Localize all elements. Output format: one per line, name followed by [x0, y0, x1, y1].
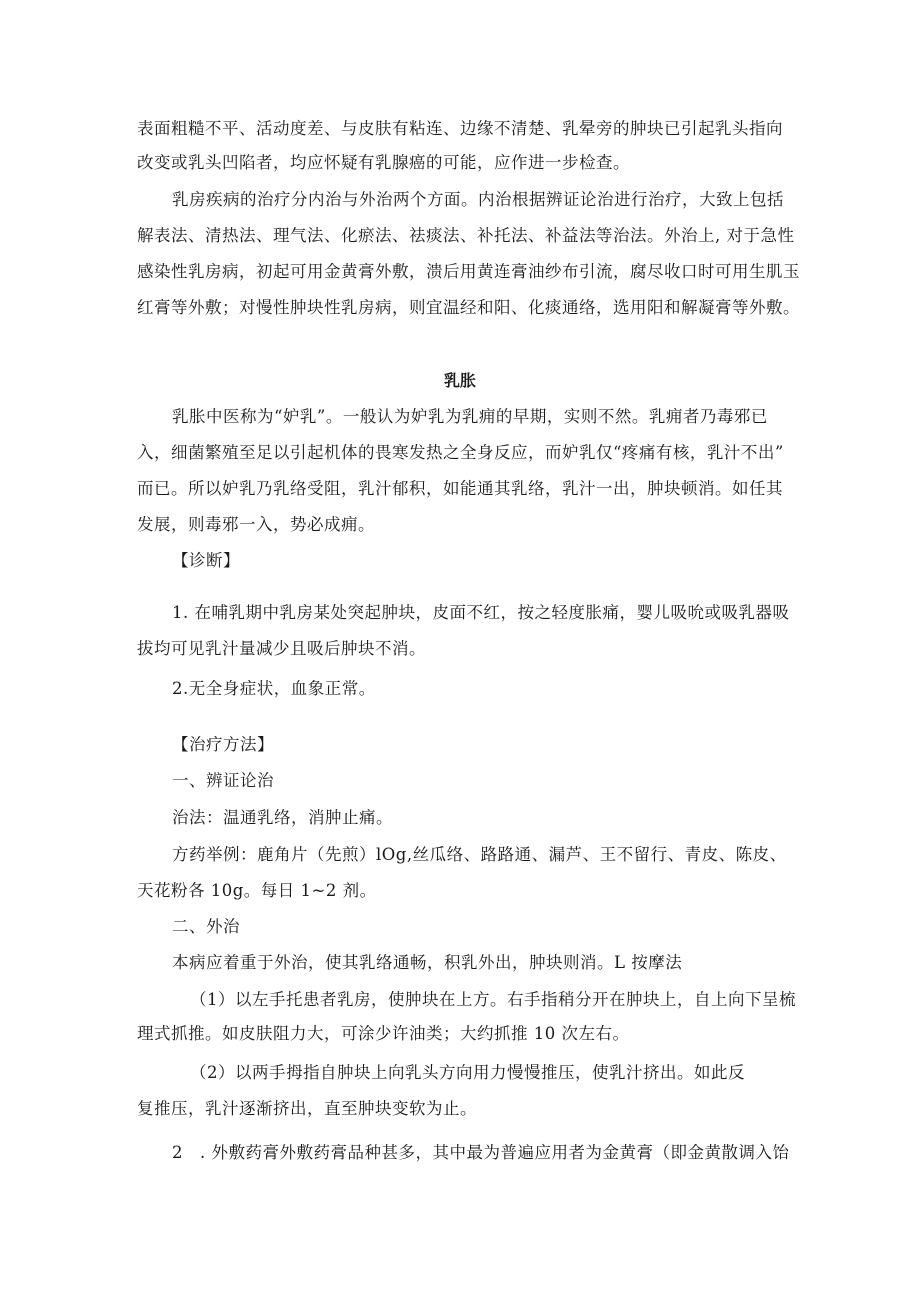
- section-intro-line-2: 入，细菌繁殖至足以引起机体的畏寒发热之全身反应，而妒乳仅“疼痛有核，乳汁不出”: [137, 443, 784, 462]
- treatment-overview-line-4: 红膏等外敷；对慢性肿块性乳房病，则宜温经和阳、化痰通络，选用阳和解凝膏等外敷。: [137, 298, 800, 317]
- diagnosis-item-2: 2.无全身症状，血象正常。: [172, 679, 376, 698]
- external-treatment-heading: 二、外治: [172, 917, 240, 936]
- intro-line-2: 改变或乳头凹陷者，均应怀疑有乳腺癌的可能，应作进一步检查。: [137, 153, 630, 172]
- massage-step-1-line-2: 理式抓推。如皮肤阻力大，可涂少许油类；大约抓推 10 次左右。: [137, 1024, 630, 1043]
- diagnosis-item-1-line-2: 拔均可见乳汁量减少且吸后肿块不消。: [137, 639, 426, 658]
- treatment-overview-line-1: 乳房疾病的治疗分内治与外治两个方面。内治根据辨证论治进行治疗，大致上包括: [172, 190, 784, 209]
- section-intro-line-3: 而已。所以妒乳乃乳络受阻，乳汁郁积，如能通其乳络，乳汁一出，肿块顿消。如任其: [137, 479, 783, 498]
- section-intro-line-1: 乳胀中医称为“妒乳”。一般认为妒乳为乳痈的早期，实则不然。乳痈者乃毒邪已: [172, 407, 768, 426]
- massage-step-1-line-1: （1）以左手托患者乳房，使肿块在上方。右手指稍分开在肿块上，自上向下呈梳: [190, 990, 796, 1009]
- massage-step-2-line-2: 复推压，乳汁逐渐挤出，直至肿块变软为止。: [137, 1099, 477, 1118]
- treatment-overview-line-2: 解表法、清热法、理气法、化瘀法、祛痰法、补托法、补益法等治法。外治上, 对于急性: [137, 226, 795, 245]
- prescription-line-2: 天花粉各 10g。每日 1~2 剂。: [137, 881, 377, 900]
- section-intro-line-4: 发展，则毒邪一入，势必成痈。: [137, 515, 375, 534]
- treatment-heading: 【治疗方法】: [172, 735, 274, 754]
- treatment-method: 治法：温通乳络，消肿止痛。: [172, 808, 393, 827]
- diagnosis-item-1-line-1: 1. 在哺乳期中乳房某处突起肿块，皮面不红，按之轻度胀痛，婴儿吸吮或吸乳器吸: [172, 603, 790, 622]
- external-treatment-intro: 本病应着重于外治，使其乳络通畅，积乳外出，肿块则消。L 按摩法: [172, 953, 683, 972]
- section-title: 乳胀: [443, 371, 476, 390]
- prescription-line-1: 方药举例：鹿角片（先煎）lOg,丝瓜络、路路通、漏芦、王不留行、青皮、陈皮、: [172, 845, 787, 864]
- ointment-line-1: 2 . 外敷药膏外敷药膏品种甚多，其中最为普遍应用者为金黄膏（即金黄散调入饴: [172, 1143, 790, 1162]
- intro-line-1: 表面粗糙不平、活动度差、与皮肤有粘连、边缘不清楚、乳晕旁的肿块已引起乳头指向: [137, 119, 783, 138]
- treatment-overview-line-3: 感染性乳房病，初起可用金黄膏外敷，溃后用黄连膏油纱布引流，腐尽收口时可用生肌玉: [137, 262, 800, 281]
- internal-treatment-heading: 一、辨证论治: [172, 771, 274, 790]
- massage-step-2-line-1: （2）以两手拇指自肿块上向乳头方向用力慢慢推压，使乳汁挤出。如此反: [190, 1063, 745, 1082]
- diagnosis-heading: 【诊断】: [172, 551, 240, 570]
